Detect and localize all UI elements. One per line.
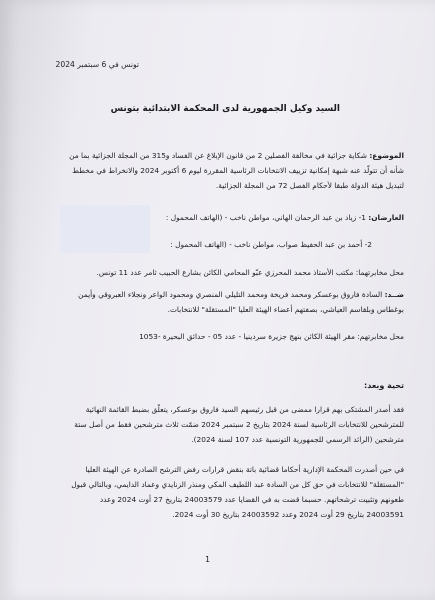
counsel-respondents: محل مخابرتهم: مقر الهيئة الكائن بنهج جزيرة سردينيا - عدد 05 - حدائق البحيرة -1053: [139, 332, 404, 341]
page-number: 1: [205, 555, 211, 564]
complainants-label: العارضان:: [368, 213, 404, 222]
paragraph-2-line-4: 24003591 بتاريخ 29 أوت 2024 وعدد 24003592 بتاريخ 30 أوت 2024.: [172, 510, 404, 519]
subject-label: الموضوع:: [369, 151, 404, 160]
complainant-1-line: [166, 213, 404, 223]
respondents-line-1: [78, 290, 404, 300]
complainant-1: 1- زياد بن عبد الرحمان الهاني، مواطن ناخب - (الهاتف المحمول :: [165, 213, 366, 222]
paragraph-1-line-1: فقد أصدر المشتكى بهم قرارا ممضى من قبل رئيسهم السيد فاروق بوعسكر، يتعلّق بضبط القائمة النهائية: [85, 405, 404, 414]
greeting: تحية وبعد:: [364, 381, 404, 390]
paragraph-1-line-2: للمترشحين للانتخابات الرئاسية لسنة 2024 بتاريخ 2 سبتمبر 2024 ضمّت ثلاث مترشحين فقط من أصل ستة: [74, 420, 404, 429]
addressee-heading: السيد وكيل الجمهورية لدى المحكمة الابتدائية بتونس: [110, 104, 340, 114]
respondents-label: ضــد:: [384, 290, 404, 299]
subject-line-3: لتبديل هيئة الدولة طبقا لأحكام الفصل 72 من المجلة الجزائية.: [215, 181, 404, 190]
subject-text-1: شكاية جزائية في مخالفة الفصلين 2 من قانون الإبلاغ عن الفساد و315 من المجلة الجزائية بما من: [69, 151, 367, 160]
subject-line-2: شأنه أن تتولّد عنه شبهة إمكانية تزييف الانتخابات الرئاسية المقررة ليوم 6 أكتوبر 2024 والانخراط في مخطط: [72, 166, 404, 175]
place-date: تونس في 6 سبتمبر 2024: [55, 60, 139, 69]
subject-line-1: [69, 151, 404, 161]
paragraph-1-line-3: مترشحين (الرائد الرسمي للجمهورية التونسية عدد 107 لسنة 2024).: [191, 435, 404, 444]
redacted-phone-box: [60, 205, 150, 253]
respondents-text-1: السادة فاروق بوعسكر ومحمد فريخة ومحمد التليلي المنصري ومحمود الواعر ونجلاء العبروقي وأيمن: [78, 290, 383, 299]
complainant-2: 2- أحمد بن عبد الحفيظ صواب، مواطن ناخب - (الهاتف المحمول :: [170, 240, 372, 249]
counsel-complainants: محل مخابرتهما: مكتب الأستاذ محمد المحرزي عبّو المحامي الكائن بشارع الحبيب ثامر عدد 11 تونس.: [96, 268, 404, 277]
paragraph-2-line-1: في حين أصدرت المحكمة الإدارية أحكاما قضائية باتة بنقض قرارات رفض الترشح الصادرة عن الهيئة العليا: [85, 465, 404, 474]
paragraph-2-line-3: طعونهم وتثبيت ترشحاتهم. حسبما قضت به في القضايا عدد 24003579 بتاريخ 27 أوت 2024 وعدد: [99, 495, 404, 504]
respondents-line-2: بوغطاس وبلقاسم العياشي، بصفتهم أعضاء الهيئة العليا "المستقلة" للانتخابات.: [167, 305, 404, 314]
paragraph-2-line-2: "المستقلة" للانتخابات في حق كل من السادة عبد اللطيف المكي ومنذر الزنايدي وعماد الدايمي، وبالتالي قبول: [71, 480, 404, 489]
